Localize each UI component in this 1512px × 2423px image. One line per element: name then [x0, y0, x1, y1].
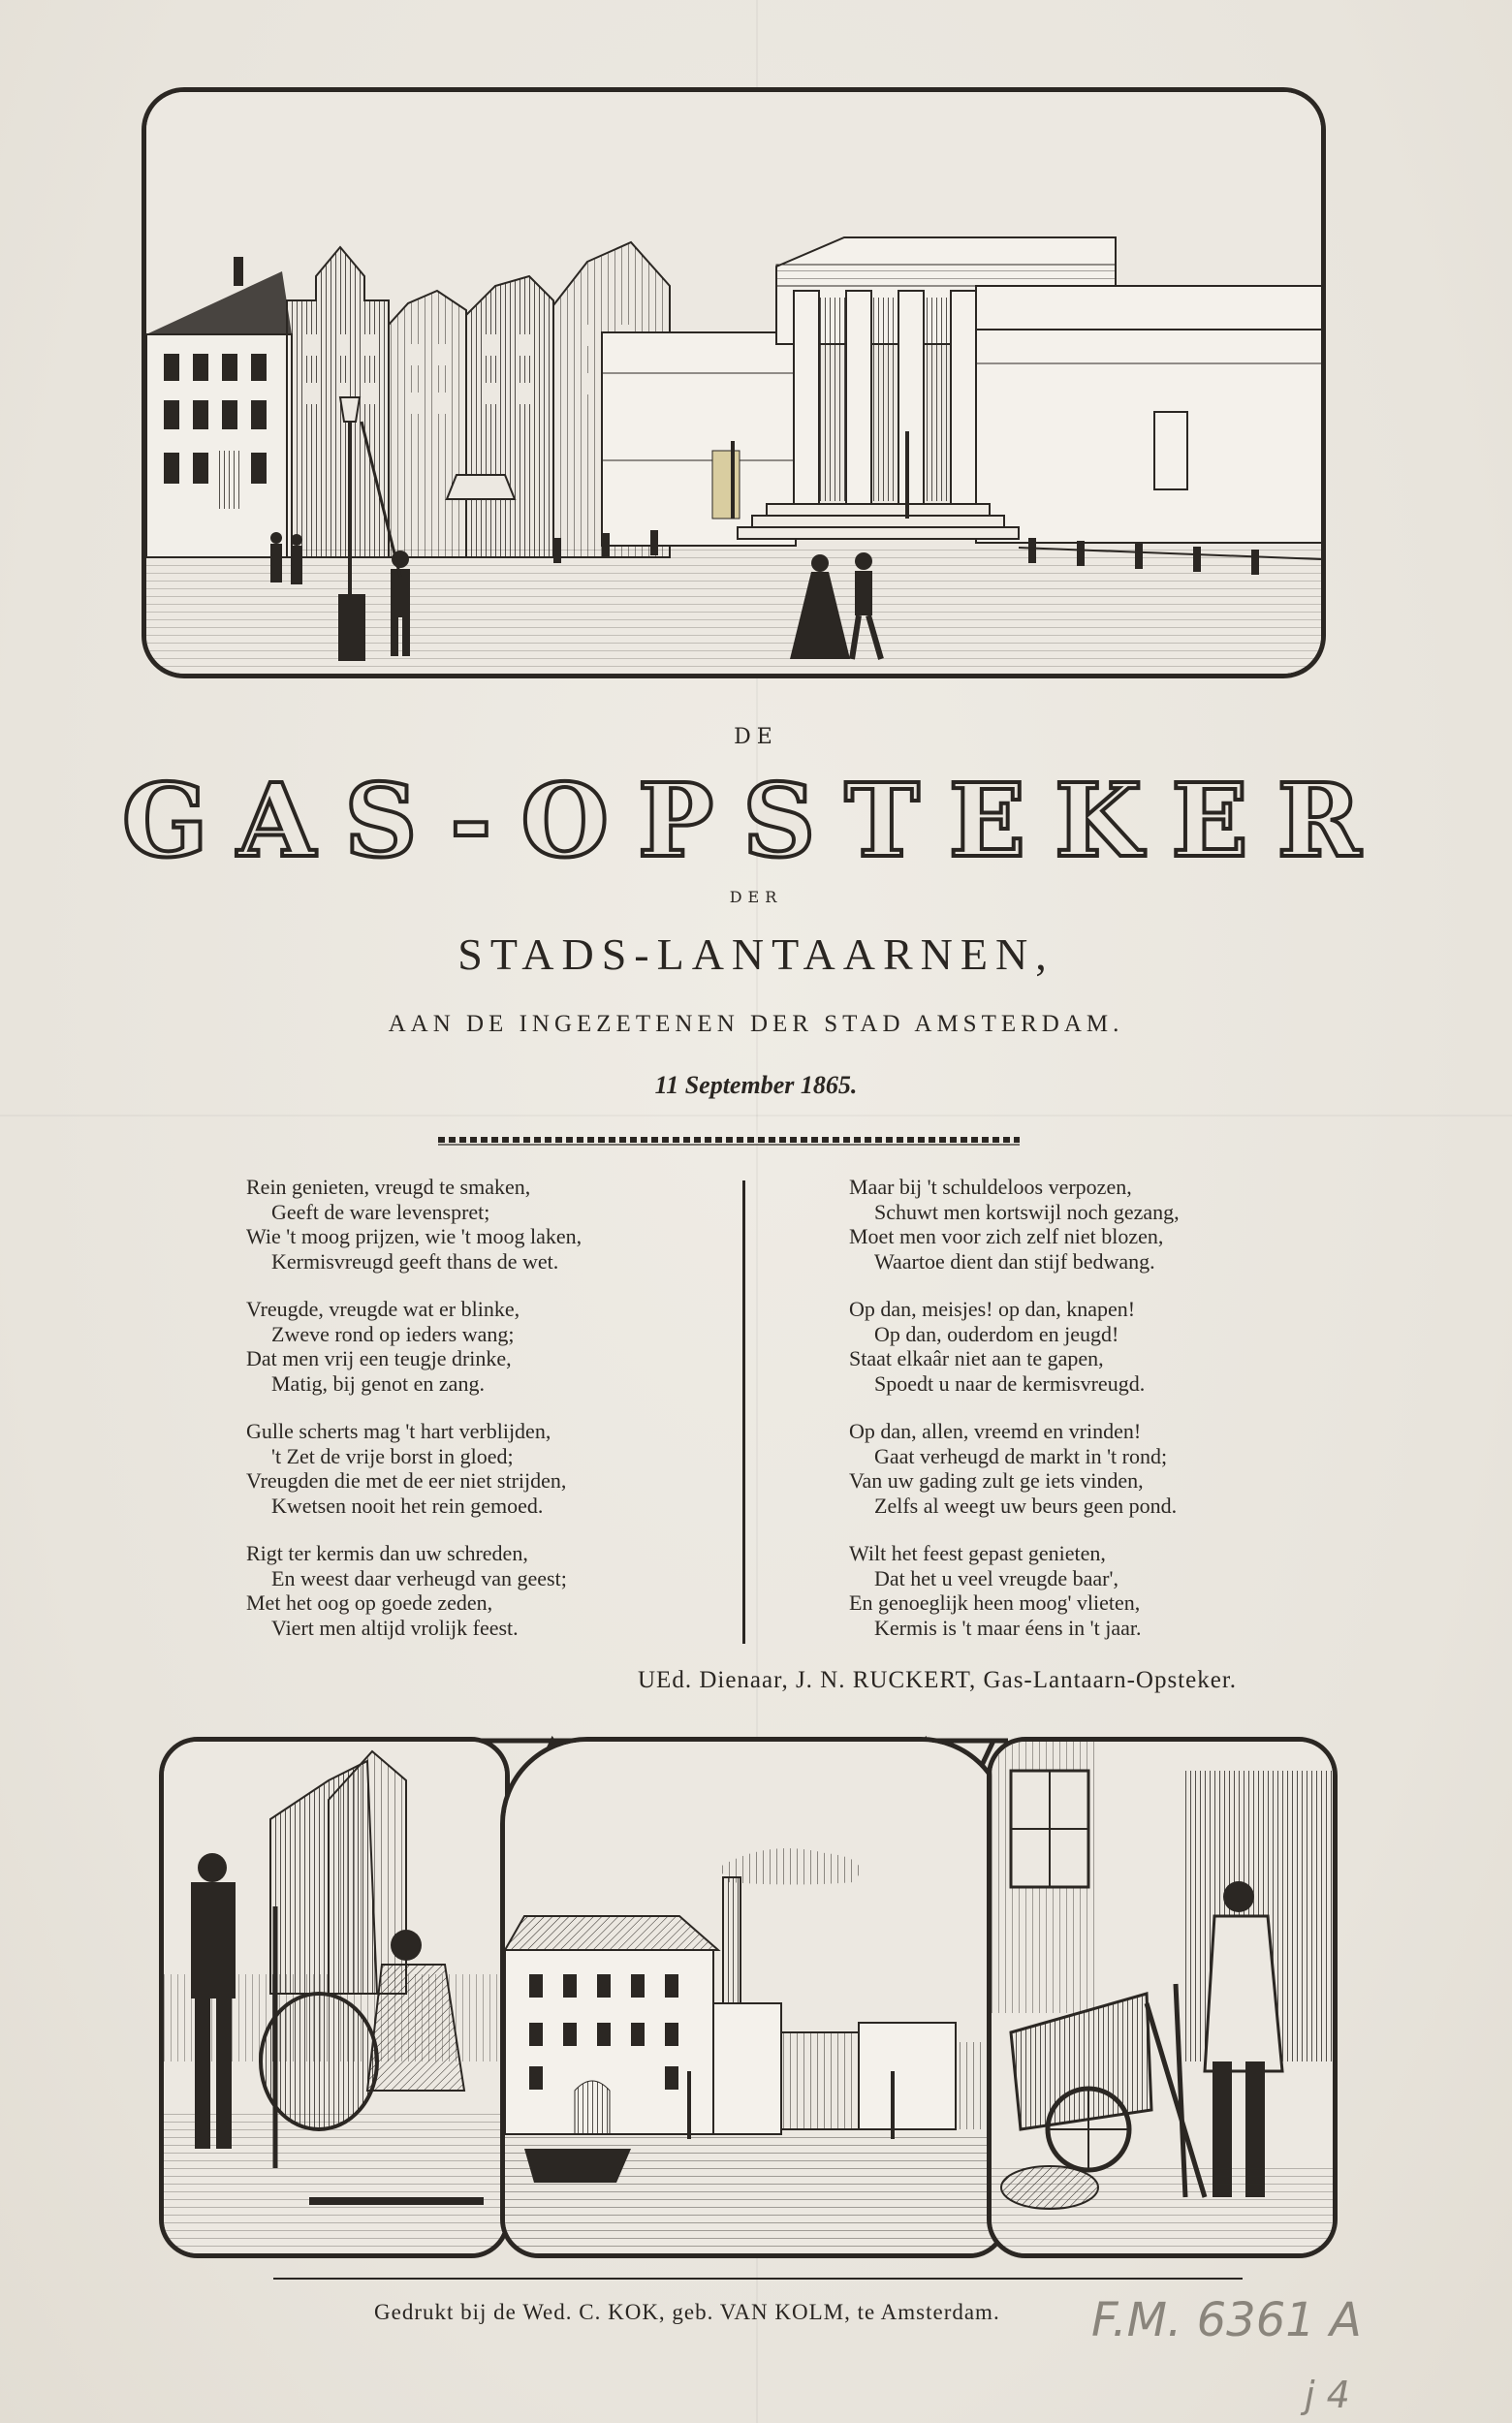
verse-line: Rein genieten, vreugd te smaken, — [246, 1175, 531, 1199]
verse-line: Waartoe dient dan stijf bedwang. — [874, 1248, 1155, 1274]
fold-line-horizontal — [0, 1115, 1512, 1117]
verse-line: Dat men vrij een teugje drinke, — [246, 1346, 512, 1370]
title-connector: DER — [729, 888, 783, 906]
verse-line: Schuwt men kortswijl noch gezang, — [874, 1199, 1180, 1224]
stanza — [246, 1175, 692, 1274]
verse-line: En genoeglijk heen moog' vlieten, — [849, 1590, 1141, 1615]
stanza — [849, 1419, 1295, 1518]
verse-line: Wie 't moog prijzen, wie 't moog laken, — [246, 1224, 583, 1248]
printer-imprint: Gedrukt bij de Wed. C. KOK, geb. VAN KOLM, te Amsterdam. — [374, 2300, 1000, 2324]
verse-line: Zweve rond op ieders wang; — [271, 1321, 515, 1346]
verse-line: En weest daar verheugd van geest; — [271, 1565, 567, 1590]
verse-line: Maar bij 't schuldeloos verpozen, — [849, 1175, 1132, 1199]
engraving-right-panel — [992, 1742, 1333, 2253]
verse-line: Wilt het feest gepast genieten, — [849, 1541, 1106, 1565]
verse-line: Op dan, allen, vreemd en vrinden! — [849, 1419, 1142, 1443]
verse-line: Rigt ter kermis dan uw schreden, — [246, 1541, 528, 1565]
poster-subtitle: STADS-LANTAARNEN, — [457, 929, 1055, 979]
stanza — [849, 1541, 1295, 1640]
signature-line: UEd. Dienaar, J. N. RUCKERT, Gas-Lantaarn-Opsteker. — [638, 1667, 1238, 1693]
ornamental-rule — [438, 1137, 1020, 1143]
verse-line: Vreugde, vreugde wat er blinke, — [246, 1297, 520, 1321]
engraving-workmen-cauldron — [159, 1737, 510, 2258]
engraving-street-scene — [146, 92, 1321, 674]
dedication-line: AAN DE INGEZETENEN DER STAD AMSTERDAM. — [388, 1011, 1124, 1037]
engraving-workman-cart — [987, 1737, 1338, 2258]
footer-rule — [273, 2278, 1243, 2280]
stanza — [246, 1419, 692, 1518]
verse-line: 't Zet de vrije borst in gloed; — [271, 1443, 514, 1468]
verse-line: Kermisvreugd geeft thans de wet. — [271, 1248, 559, 1274]
verse-line: Viert men altijd vrolijk feest. — [271, 1615, 519, 1640]
date-line: 11 September 1865. — [654, 1071, 858, 1099]
engraving-middle-panel — [505, 1742, 1003, 2253]
handwritten-inventory-number — [1091, 2285, 1421, 2421]
ornamental-rule-underline — [438, 1144, 1020, 1146]
verse-line: Met het oog op goede zeden, — [246, 1590, 493, 1615]
engraving-gasworks-canal — [500, 1737, 1008, 2258]
stanza — [246, 1541, 692, 1640]
verse-line: Moet men voor zich zelf niet blozen, — [849, 1224, 1164, 1248]
inventory-sub-number-text: j 4 — [1305, 2374, 1350, 2416]
verse-line: Van uw gading zult ge iets vinden, — [849, 1468, 1144, 1493]
poster-title: GAS-OPSTEKER — [121, 761, 1391, 880]
poem-column-right — [849, 1175, 1295, 1663]
inventory-number-text: F.M. 6361 A — [1091, 2293, 1362, 2347]
verse-line: Gaat verheugd de markt in 't rond; — [874, 1443, 1168, 1468]
verse-line: Op dan, meisjes! op dan, knapen! — [849, 1297, 1136, 1321]
verse-line: Spoedt u naar de kermisvreugd. — [874, 1370, 1146, 1396]
verse-line: Matig, bij genot en zang. — [271, 1370, 485, 1396]
verse-line: Gulle scherts mag 't hart verblijden, — [246, 1419, 551, 1443]
stanza — [246, 1297, 692, 1396]
title-prefix: DE — [734, 725, 778, 749]
verse-line: Vreugden die met de eer niet strijden, — [246, 1468, 567, 1493]
engraving-left-panel — [164, 1742, 505, 2253]
verse-line: Dat het u veel vreugde baar', — [874, 1565, 1118, 1590]
stanza — [849, 1175, 1295, 1274]
verse-line: Kwetsen nooit het rein gemoed. — [271, 1493, 544, 1518]
poem-column-left — [246, 1175, 692, 1663]
column-divider — [742, 1180, 745, 1644]
engraving-gasworks-building — [142, 87, 1326, 678]
verse-line: Staat elkaâr niet aan te gapen, — [849, 1346, 1104, 1370]
verse-line: Geeft de ware levenspret; — [271, 1199, 490, 1224]
stanza — [849, 1297, 1295, 1396]
verse-line: Kermis is 't maar éens in 't jaar. — [874, 1615, 1142, 1640]
verse-line: Op dan, ouderdom en jeugd! — [874, 1321, 1119, 1346]
verse-line: Zelfs al weegt uw beurs geen pond. — [874, 1493, 1178, 1518]
